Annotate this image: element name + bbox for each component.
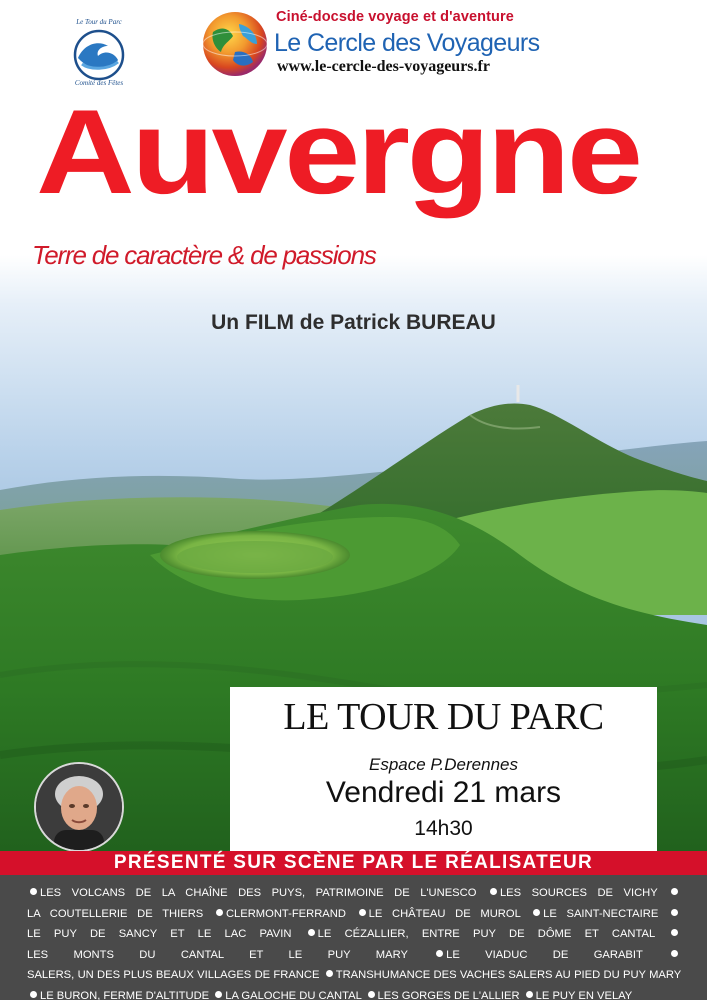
film-credit: Un FILM de Patrick BUREAU <box>211 311 496 334</box>
bullet-dot-icon <box>30 888 37 895</box>
bullet-dot-icon <box>533 909 540 916</box>
place-item: LA GALOCHE DU CANTAL <box>225 989 362 1000</box>
venue-box <box>230 687 657 851</box>
event-date: Vendredi 21 mars <box>325 776 562 809</box>
bullet-dot-icon <box>671 909 678 916</box>
bullet-dot-icon <box>368 991 375 998</box>
place-item: LES GORGES DE L'ALLIER <box>377 989 520 1000</box>
place-item: LA COUTELLERIE DE THIERS <box>27 907 204 920</box>
brand-tagline: Ciné-docsde voyage et d'aventure <box>276 9 514 25</box>
places-list <box>27 883 681 1000</box>
place-item: LE VIADUC DE GARABIT <box>446 948 643 961</box>
place-item: LES VOLCANS DE LA CHAÎNE DES PUYS, PATRIMOINE DE L'UNESCO <box>40 887 477 899</box>
bullet-dot-icon <box>671 950 678 957</box>
place-item: LES SOURCES DE VICHY <box>499 887 658 899</box>
presenter-banner <box>0 851 707 875</box>
place-item: LES MONTS DU CANTAL ET LE PUY MARY <box>27 948 408 961</box>
globe-icon <box>199 8 271 80</box>
place-item: TRANSHUMANCE DES VACHES SALERS AU PIED DU PUY MARY <box>335 969 682 981</box>
tour-du-parc-logo <box>68 18 130 90</box>
bullet-dot-icon <box>215 991 222 998</box>
place-item: CLERMONT-FERRAND <box>225 907 346 920</box>
bullet-dot-icon <box>671 888 678 895</box>
banner-text: PRÉSENTÉ SUR SCÈNE PAR LE RÉALISATEUR <box>113 852 594 873</box>
place-item: LE PUY EN VELAY <box>535 989 633 1000</box>
logo-top-text: Le Tour du Parc <box>76 18 122 26</box>
bullet-dot-icon <box>326 970 333 977</box>
place-item: LE CHÂTEAU DE MUROL <box>368 907 521 920</box>
bullet-dot-icon <box>436 950 443 957</box>
event-time: 14h30 <box>414 817 473 840</box>
bullet-dot-icon <box>490 888 497 895</box>
brand-url: www.le-cercle-des-voyageurs.fr <box>277 58 490 75</box>
bullet-dot-icon <box>359 909 366 916</box>
place-item: LE PUY DE SANCY ET LE LAC PAVIN <box>27 928 292 940</box>
bullet-dot-icon <box>216 909 223 916</box>
brand-name: Le Cercle des Voyageurs <box>274 29 540 57</box>
venue-place: Espace P.Derennes <box>368 755 518 774</box>
bullet-dot-icon <box>30 991 37 998</box>
subtitle: Terre de caractère & de passions <box>32 240 376 270</box>
place-item: SALERS, UN DES PLUS BEAUX VILLAGES DE FRANCE <box>27 969 320 981</box>
bullet-dot-icon <box>526 991 533 998</box>
place-item: LE SAINT-NECTAIRE <box>543 907 659 920</box>
place-item: LE CÉZALLIER, ENTRE PUY DE DÔME ET CANTAL <box>317 928 655 940</box>
place-item: LE BURON, FERME D'ALTITUDE <box>40 989 210 1000</box>
bullet-dot-icon <box>308 929 315 936</box>
venue-name: LE TOUR DU PARC <box>283 696 604 738</box>
director-portrait <box>34 762 124 852</box>
places-band <box>0 875 707 1000</box>
logo-bottom-text: Comité des Fêtes <box>74 79 124 87</box>
page-title: Auvergne <box>36 85 640 219</box>
bullet-dot-icon <box>671 929 678 936</box>
